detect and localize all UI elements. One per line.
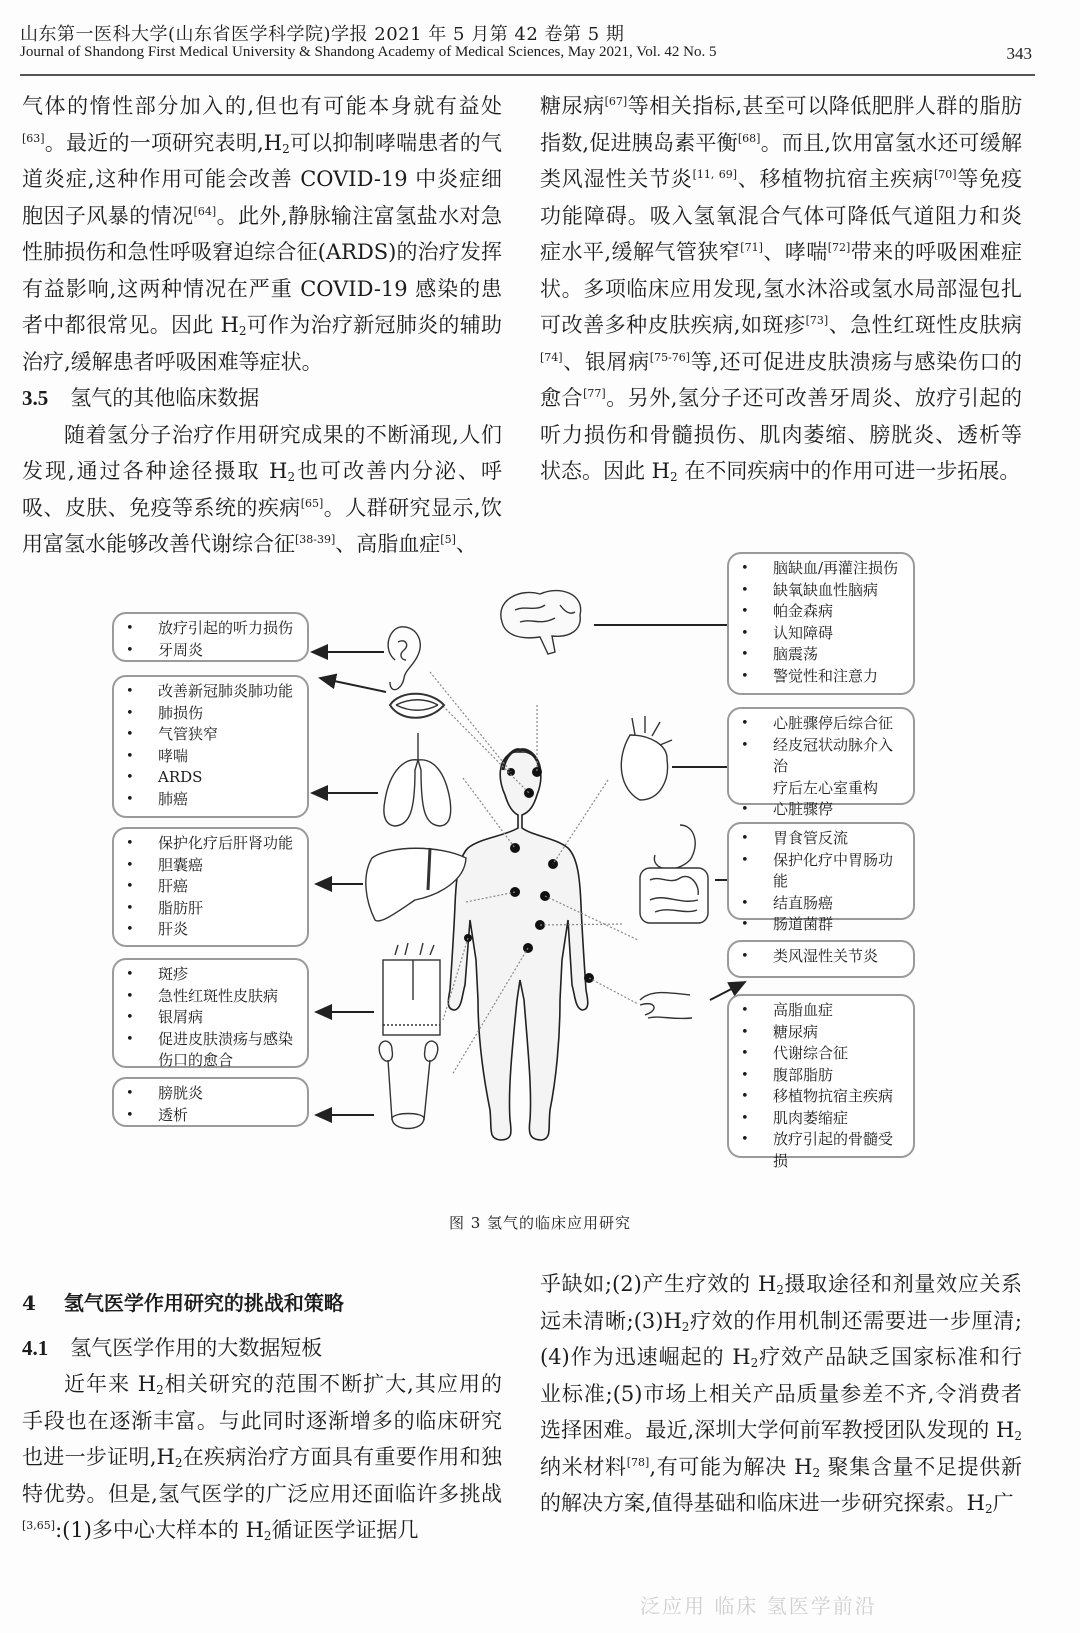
- brain-icon: [501, 591, 581, 654]
- top-right-column: [540, 88, 1022, 490]
- human-body-icon: [448, 750, 587, 1140]
- figure-caption: 图 3 氢气的临床应用研究: [448, 1214, 632, 1232]
- bottom-right-column: [540, 1266, 1022, 1522]
- skin-icon: [383, 943, 440, 1035]
- ear-icon: [388, 627, 420, 690]
- hand-icon: [640, 993, 692, 1019]
- box-lungs: • 改善新冠肺炎肺功能 • 肺损伤 • 气管狭窄 • 哮喘 • ARDS • 肺癌: [112, 675, 309, 818]
- box-liver: • 保护化疗后肝肾功能 • 胆囊癌 • 肝癌 • 脂肪肝 • 肝炎: [112, 827, 309, 947]
- mouth-icon: [390, 694, 444, 718]
- liver-icon: [366, 848, 466, 921]
- section-heading-3-5: 3.5 氢气的其他临床数据: [22, 386, 260, 410]
- watermark: 泛应用 临床 氢医学前沿: [640, 1594, 877, 1618]
- header-rule: [20, 74, 1035, 76]
- journal-title-cn: 山东第一医科大学(山东省医学科学院)学报 2021 年 5 月第 42 卷第 5 期: [20, 24, 625, 45]
- kidneys-bladder-icon: [379, 1041, 438, 1128]
- heart-icon: [621, 716, 672, 800]
- paragraph: 气体的惰性部分加入的,但也有可能本身就有益处[63]。最近的一项研究表明$,H_2$可以抑制哮喘患者的气道炎症,这种作用可能会改善 COVID-19 中炎症细胞因子风暴的情况[64]。此外,静脉输注富氢盐水对急性肺损伤和急性呼吸窘迫综合征(ARDS)的治疗发挥有益影响,这两种情况在严重 COVID-19 感染的患者中都很常见。因此 $H_2$可作为治疗新冠肺炎的辅助治疗,缓解患者呼吸困难等症状。: [22, 94, 502, 374]
- box-urinary: • 膀胱炎 • 透析: [112, 1077, 309, 1127]
- figure-3: [0, 540, 1080, 1200]
- box-heart: • 心脏骤停后综合征 • 经皮冠状动脉介入治 疗后左心室重构 • 心脏骤停: [727, 707, 915, 805]
- section-heading-4: 4 氢气医学作用研究的挑战和策略: [22, 1291, 344, 1315]
- digestive-icon: [640, 825, 708, 923]
- paragraph: 糖尿病[67]等相关指标,甚至可以降低肥胖人群的脂肪指数,促进胰岛素平衡[68]。而且,饮用富氢水还可缓解类风湿性关节炎[11, 69]、移植物抗宿主疾病[70]等免疫功能障碍。吸入氢氧混合气体可降低气道阻力和炎症水平,缓解气管狭窄[71]、哮喘[72]带来的呼吸困难症状。多项临床应用发现,氢水沐浴或氢水局部湿包扎可改善多种皮肤疾病,如斑疹[73]、急性红斑性皮肤病[74]、银屑病[75-76]等,还可促进皮肤溃疡与感染伤口的愈合[77]。另外,氢分子还可改善牙周炎、放疗引起的听力损伤和骨髓损伤、肌肉萎缩、膀胱炎、透析等状态。因此 $H_2$ 在不同疾病中的作用可进一步拓展。: [540, 94, 1022, 484]
- page-number: 343: [1006, 44, 1032, 63]
- box-ear-mouth: • 放疗引起的听力损伤 • 牙周炎: [112, 612, 309, 662]
- lungs-icon: [384, 733, 451, 826]
- paragraph: 乎缺如;(2)产生疗效的 $H_2$摄取途径和剂量效应关系远未清晰$;(3)H_2$疗效的作用机制还需要进一步厘清;(4)作为迅速崛起的 $H_2$疗效产品缺乏国家标准和行业标准;(5)市场上相关产品质量参差不齐,令消费者选择困难。最近,深圳大学何前军教授团队发现的 $H_2$纳米材料[78],有可能为解决 $H_2$ 聚集含量不足提供新的解决方案,值得基础和临床进一步研究探索。$H_2$广: [540, 1272, 1023, 1516]
- paragraph: 随着氢分子治疗作用研究成果的不断涌现,人们发现,通过各种途径摄取 $H_2$也可改善内分泌、呼吸、皮肤、免疫等系统的疾病[65]。人群研究显示,饮用富氢水能够改善代谢综合征[38-39]、高脂血症[5]、: [22, 422, 503, 556]
- journal-title-en: Journal of Shandong First Medical University & Shandong Academy of Medical Sciences, May 2021, Vol. 42 No. 5: [20, 44, 717, 60]
- section-heading-4-1: 4.1 氢气医学作用的大数据短板: [22, 1335, 323, 1360]
- box-systemic: • 高脂血症 • 糖尿病 • 代谢综合征 • 腹部脂肪 • 移植物抗宿主疾病 • 肌肉萎缩症 • 放疗引起的骨髓受损: [727, 994, 915, 1158]
- bottom-left-column: [22, 1285, 502, 1549]
- top-left-column: [22, 88, 502, 563]
- box-hand-joint: • 类风湿性关节炎: [727, 940, 915, 978]
- box-digestive: • 胃食管反流 • 保护化疗中胃肠功能 • 结直肠癌 • 肠道菌群: [727, 822, 915, 920]
- box-brain: • 脑缺血/再灌注损伤 • 缺氧缺血性脑病 • 帕金森病 • 认知障碍 • 脑震荡 • 警觉性和注意力: [727, 552, 915, 695]
- box-skin: • 斑疹 • 急性红斑性皮肤病 • 银屑病 • 促进皮肤溃疡与感染 伤口的愈合: [112, 958, 309, 1068]
- paragraph: 近年来 $H_2$相关研究的范围不断扩大,其应用的手段也在逐渐丰富。与此同时逐渐增多的临床研究也进一步证明$,H_2$在疾病治疗方面具有重要作用和独特优势。但是,氢气医学的广泛应用还面临许多挑战[3,65]:(1)多中心大样本的 $H_2$循证医学证据几: [22, 1372, 502, 1543]
